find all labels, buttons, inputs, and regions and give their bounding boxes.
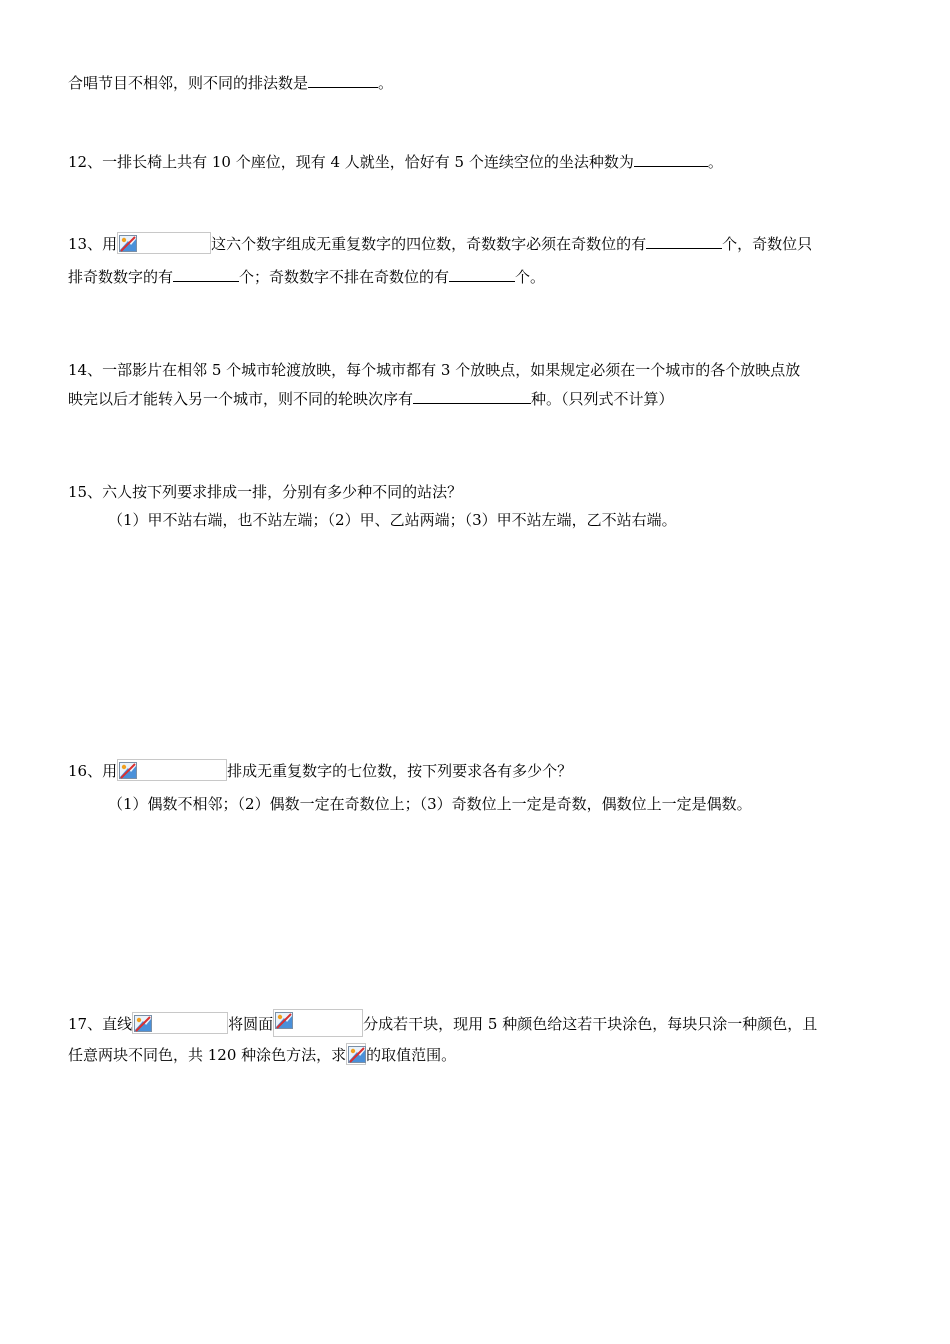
formula-image xyxy=(273,1009,363,1037)
q14-line-2: 映完以后才能转入另一个城市，则不同的轮映次序有 种。（只列式不计算） xyxy=(68,390,674,408)
q17-line-1: 17、直线 将圆面 分成若干块，现用 5 种颜色给这若干块涂色，每块只涂一种颜色，且 xyxy=(68,1009,817,1037)
q14-line-1: 14、一部影片在相邻 5 个城市轮渡放映，每个城市都有 3 个放映点，如果规定必须在一个城市的各个放映点放 xyxy=(68,361,801,379)
q16-line-1: 16、用 排成无重复数字的七位数，按下列要求各有多少个？ xyxy=(68,759,572,782)
q12-line-1: 12、一排长椅上共有 10 个座位，现有 4 人就坐，恰好有 5 个连续空位的坐法种数为 。 xyxy=(68,153,723,171)
answer-blank[interactable] xyxy=(308,72,378,88)
broken-image-icon xyxy=(119,762,137,779)
formula-image xyxy=(132,1012,228,1034)
broken-image-icon xyxy=(134,1015,152,1032)
formula-image xyxy=(117,232,211,254)
q15-line-1: 15、六人按下列要求排成一排，分别有多少种不同的站法？ xyxy=(68,483,463,501)
answer-blank[interactable] xyxy=(413,388,531,404)
q15-line-2: （1）甲不站右端，也不站左端；（2）甲、乙站两端；（3）甲不站左端，乙不站右端。 xyxy=(108,511,677,529)
broken-image-icon xyxy=(348,1046,366,1063)
answer-blank[interactable] xyxy=(173,266,239,282)
q16-line-2: （1）偶数不相邻；（2）偶数一定在奇数位上；（3）奇数位上一定是奇数，偶数位上一定是偶数。 xyxy=(108,795,752,813)
q13-line-1: 13、用 这六个数字组成无重复数字的四位数，奇数数字必须在奇数位的有 个，奇数位只 xyxy=(68,232,812,255)
q13-line-2: 排奇数数字的有 个；奇数数字不排在奇数位的有 个。 xyxy=(68,268,546,286)
q17-line-2: 任意两块不同色，共 120 种涂色方法，求 的取值范围。 xyxy=(68,1043,456,1066)
q11-line-1: 合唱节目不相邻，则不同的排法数是 。 xyxy=(68,74,394,92)
answer-blank[interactable] xyxy=(634,151,708,167)
answer-blank[interactable] xyxy=(449,266,515,282)
formula-image xyxy=(117,759,227,781)
answer-blank[interactable] xyxy=(646,233,722,249)
broken-image-icon xyxy=(119,235,137,252)
broken-image-icon xyxy=(275,1012,293,1029)
formula-image xyxy=(346,1043,366,1065)
